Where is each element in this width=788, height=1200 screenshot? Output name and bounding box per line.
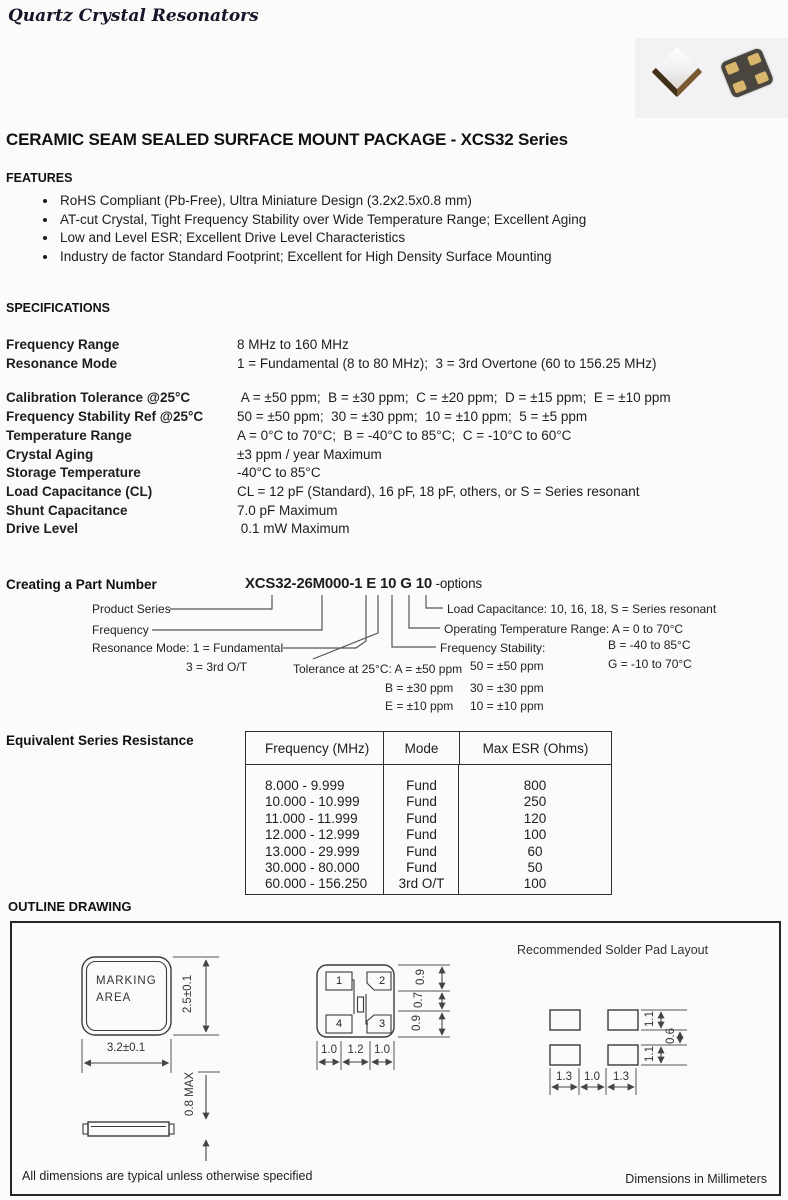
callout-resonance-mode: Resonance Mode: 1 = Fundamental (92, 641, 284, 655)
esr-col-maxesr: Max ESR (Ohms) (482, 740, 589, 756)
esr-cell-esr: 60 (527, 843, 543, 859)
callout-operating-temp-b: B = -40 to 85°C (608, 638, 691, 652)
pin-3-label: 3 (378, 1018, 386, 1030)
spec-label: Drive Level (6, 521, 79, 537)
part-number-section (0, 571, 788, 731)
spec-value: A = 0°C to 70°C; B = -40°C to 85°C; C = -10°C to 60°C (237, 427, 572, 443)
esr-cell-mode: Fund (406, 778, 437, 793)
gold-pad (732, 80, 747, 94)
table-row (246, 860, 611, 876)
spec-value: -40°C to 85°C (237, 465, 321, 481)
spec-value: CL = 12 pF (Standard), 16 pF, 18 pF, others, or S = Series resonant (237, 483, 640, 499)
spec-row (6, 520, 776, 539)
spec-value: 50 = ±50 ppm; 30 = ±30 ppm; 10 = ±10 ppm; 5 = ±5 ppm (237, 409, 588, 425)
spec-row (6, 389, 776, 408)
dim-pad-w3: 1.0 (374, 1044, 390, 1056)
esr-heading: Equivalent Series Resistance (6, 733, 194, 748)
part-number-code: XCS32-26M000-1 E 10 G 10 -options (245, 575, 482, 592)
esr-table-body (246, 765, 611, 893)
gold-pad (747, 52, 762, 66)
dim-body-width: 3.2±0.1 (106, 1042, 146, 1054)
esr-cell-esr: 50 (527, 860, 543, 876)
esr-cell-freq: 60.000 - 156.250 (265, 876, 368, 892)
dim-pad-h1: 0.9 (415, 969, 427, 985)
callout-product-series: Product Series (92, 602, 171, 616)
spec-label: Calibration Tolerance @25°C (6, 390, 191, 406)
esr-cell-freq: 10.000 - 10.999 (265, 794, 360, 810)
spec-row (6, 336, 776, 355)
outline-note-left: All dimensions are typical unless otherwise specified (22, 1169, 313, 1183)
dim-pad-h2: 0.7 (413, 992, 425, 1008)
table-divider (383, 764, 384, 894)
table-row (246, 844, 611, 860)
spec-row (6, 464, 776, 483)
dim-land-h2: 1.1 (644, 1046, 656, 1062)
spec-value: 1 = Fundamental (8 to 80 MHz); 3 = 3rd Overtone (60 to 156.25 MHz) (237, 355, 657, 371)
callout-tolerance-e: E = ±10 ppm (385, 699, 454, 713)
callout-stability-30: 30 = ±30 ppm (470, 681, 544, 695)
spec-row (6, 427, 776, 446)
esr-cell-freq: 11.000 - 11.999 (265, 810, 358, 826)
solder-pad-layout-title: Recommended Solder Pad Layout (517, 943, 709, 957)
spec-label: Shunt Capacitance (6, 502, 128, 518)
gold-pad (725, 61, 740, 75)
part-number-heading: Creating a Part Number (6, 577, 157, 592)
pin-2-label: 2 (378, 975, 386, 987)
spec-value: 0.1 mW Maximum (237, 521, 350, 537)
callout-frequency-stability: Frequency Stability: (440, 641, 546, 655)
dim-pad-w1: 1.0 (321, 1044, 337, 1056)
callout-resonance-mode-alt: 3 = 3rd O/T (186, 660, 248, 674)
callout-tolerance: Tolerance at 25°C: A = ±50 ppm (293, 662, 463, 676)
esr-cell-mode: Fund (406, 843, 437, 859)
feature-item: • AT-cut Crystal, Tight Frequency Stability over Wide Temperature Range; Excellent Aging (58, 211, 758, 230)
crystal-package-side-photo (652, 47, 703, 98)
dim-land-w2: 1.0 (584, 1071, 600, 1083)
esr-cell-mode: Fund (406, 810, 437, 826)
esr-cell-esr: 800 (523, 778, 547, 793)
dim-land-gap: 0.6 (665, 1028, 677, 1044)
esr-cell-freq: 12.000 - 12.999 (265, 827, 360, 843)
dim-pad-h3: 0.9 (411, 1015, 423, 1031)
spec-label: Resonance Mode (6, 355, 118, 371)
spec-label: Temperature Range (6, 427, 132, 443)
esr-cell-freq: 30.000 - 80.000 (265, 860, 360, 876)
feature-item: • RoHS Compliant (Pb-Free), Ultra Miniature Design (3.2x2.5x0.8 mm) (58, 192, 758, 211)
spec-value: A = ±50 ppm; B = ±30 ppm; C = ±20 ppm; D = ±15 ppm; E = ±10 ppm (237, 390, 671, 406)
marking-area-label: MARKING AREA (96, 975, 157, 1004)
outline-heading: OUTLINE DRAWING (8, 899, 132, 914)
spec-label: Load Capacitance (CL) (6, 483, 153, 499)
spec-value: ±3 ppm / year Maximum (237, 446, 382, 462)
table-row (246, 876, 611, 892)
callout-load-capacitance: Load Capacitance: 10, 16, 18, S = Series resonant (447, 602, 717, 616)
esr-cell-freq: 8.000 - 9.999 (265, 778, 345, 793)
esr-table (245, 731, 612, 895)
dim-pad-w2: 1.2 (347, 1044, 364, 1056)
callout-tolerance-b: B = ±30 ppm (385, 681, 454, 695)
table-row (246, 827, 611, 843)
spec-row (6, 483, 776, 502)
dim-land-h1: 1.1 (644, 1011, 656, 1027)
dim-land-w1: 1.3 (556, 1071, 572, 1083)
feature-item: • Industry de factor Standard Footprint; Excellent for High Density Surface Mounting (58, 248, 758, 267)
dim-land-w3: 1.3 (613, 1071, 629, 1083)
esr-table-header (246, 732, 611, 765)
spec-value: 7.0 pF Maximum (237, 502, 338, 518)
dim-thickness: 0.8 MAX (184, 1071, 196, 1117)
part-number-options-suffix: -options (431, 576, 482, 591)
pin-4-label: 4 (335, 1018, 343, 1030)
esr-cell-esr: 250 (523, 794, 547, 810)
spec-row (6, 446, 776, 465)
specifications-heading: SPECIFICATIONS (6, 301, 110, 315)
page-title: Quartz Crystal Resonators (8, 6, 259, 26)
crystal-package-bottom-photo (719, 47, 774, 99)
esr-col-frequency: Frequency (MHz) (246, 732, 384, 764)
product-photo (635, 38, 788, 118)
dim-body-height: 2.5±0.1 (182, 974, 194, 1014)
callout-stability-50: 50 = ±50 ppm (470, 659, 544, 673)
spec-label: Storage Temperature (6, 465, 141, 481)
outline-note-right: Dimensions in Millimeters (625, 1172, 767, 1186)
callout-stability-10: 10 = ±10 ppm (470, 699, 544, 713)
spec-value: 8 MHz to 160 MHz (237, 337, 349, 352)
features-list (40, 192, 758, 266)
features-heading: FEATURES (6, 171, 73, 185)
spec-row (6, 408, 776, 427)
esr-cell-mode: Fund (406, 794, 437, 810)
esr-cell-freq: 13.000 - 29.999 (265, 843, 360, 859)
spec-label: Frequency Range (6, 337, 120, 352)
feature-item: • Low and Level ESR; Excellent Drive Level Characteristics (58, 229, 758, 248)
spec-label: Frequency Stability Ref @25°C (6, 409, 204, 425)
table-row (246, 778, 611, 794)
series-title: CERAMIC SEAM SEALED SURFACE MOUNT PACKAGE - XCS32 Series (6, 130, 568, 149)
esr-cell-mode: 3rd O/T (398, 876, 445, 892)
table-row (246, 794, 611, 810)
outline-drawing (10, 921, 781, 1196)
outline-drawing-lines (12, 923, 779, 1194)
esr-col-mode: Mode (384, 732, 460, 764)
table-divider (458, 764, 459, 894)
spec-row (6, 355, 776, 374)
specifications-list (6, 336, 776, 539)
callout-operating-temp: Operating Temperature Range: A = 0 to 70°C (444, 622, 684, 636)
spec-label: Crystal Aging (6, 446, 94, 462)
esr-cell-mode: Fund (406, 827, 437, 843)
table-row (246, 811, 611, 827)
pin-1-label: 1 (335, 975, 343, 987)
spec-row (6, 502, 776, 521)
esr-cell-esr: 100 (523, 876, 547, 892)
esr-cell-mode: Fund (406, 860, 437, 876)
callout-operating-temp-g: G = -10 to 70°C (608, 657, 692, 671)
esr-cell-esr: 120 (523, 810, 547, 826)
spec-gap (6, 373, 776, 389)
esr-cell-esr: 100 (523, 827, 547, 843)
gold-pad (754, 71, 769, 85)
callout-frequency: Frequency (92, 623, 149, 637)
